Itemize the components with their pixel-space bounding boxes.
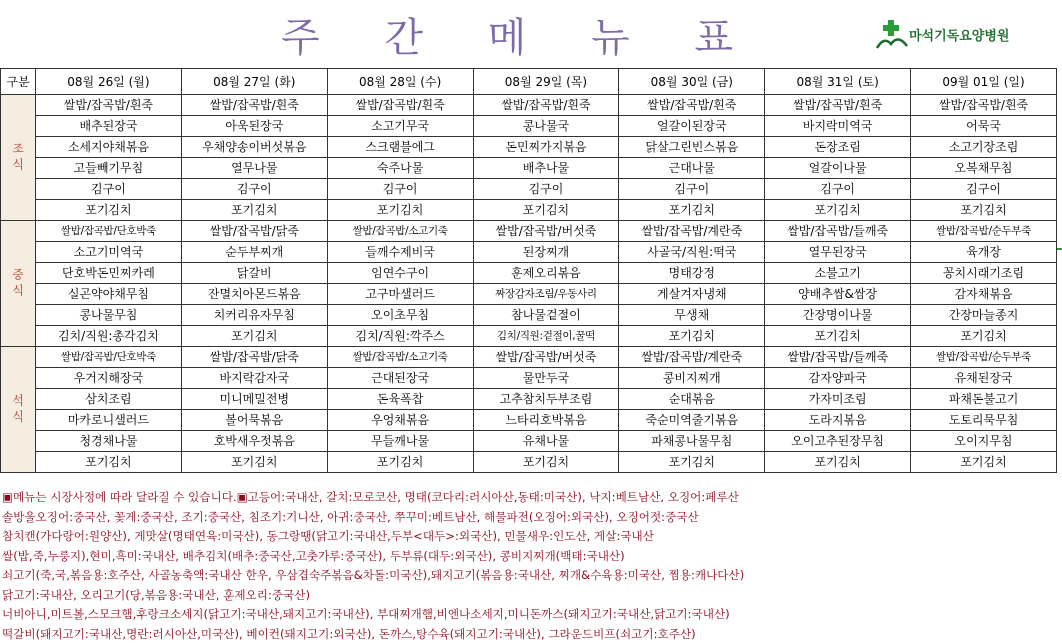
table-row: [1, 221, 1057, 242]
menu-cell: 포기김치: [619, 326, 765, 347]
menu-cell: 소고기미역국: [36, 242, 182, 263]
menu-cell: 우엉채볶음: [327, 410, 473, 431]
menu-cell: 실곤약야채무침: [36, 284, 182, 305]
menu-cell: 포기김치: [765, 326, 911, 347]
table-row: [1, 95, 1057, 116]
menu-cell: 쌀밥/잡곡밥/닭죽: [181, 347, 327, 368]
menu-cell: 죽순미역줄기볶음: [619, 410, 765, 431]
table-row: [1, 179, 1057, 200]
menu-cell: 김치/직원:깍주스: [327, 326, 473, 347]
menu-cell: 된장찌개: [473, 242, 619, 263]
menu-cell: 쌀밥/잡곡밥/들깨죽: [765, 221, 911, 242]
menu-cell: 바지락감자국: [181, 368, 327, 389]
menu-cell: 짜장감자조림/우동사리: [473, 284, 619, 305]
menu-cell: 사골국/직원:떡국: [619, 242, 765, 263]
menu-cell: 훈제오리볶음: [473, 263, 619, 284]
menu-cell: 파채돈불고기: [911, 389, 1057, 410]
menu-cell: 쌀밥/잡곡밥/소고기죽: [327, 221, 473, 242]
menu-cell: 게살겨자냉채: [619, 284, 765, 305]
menu-cell: 볼어묵볶음: [181, 410, 327, 431]
menu-cell: 김구이: [619, 179, 765, 200]
note-line: 쇠고기(죽,국,볶음용:호주산, 사골농축액:국내산 한우, 우삼겹숙주볶음&차돌:미국산),돼지고기(볶음용:국내산, 찌개&수육용:미국산, 찜용:캐나다산): [2, 566, 1060, 586]
day-header: 08월 28일 (수): [327, 69, 473, 95]
menu-cell: 고구마샐러드: [327, 284, 473, 305]
menu-cell: 김구이: [36, 179, 182, 200]
menu-cell: 임연수구이: [327, 263, 473, 284]
menu-cell: 마카로니샐러드: [36, 410, 182, 431]
menu-cell: 쌀밥/잡곡밥/순두부죽: [911, 347, 1057, 368]
table-row: [1, 452, 1057, 473]
table-body: [1, 95, 1057, 473]
menu-cell: 포기김치: [473, 200, 619, 221]
menu-cell: 돈장조림: [765, 137, 911, 158]
menu-cell: 쌀밥/잡곡밥/계란죽: [619, 347, 765, 368]
note-line: 떡갈비(돼지고기:국내산,명란:러시아산,미국산), 베이컨(돼지고기:외국산), 돈까스,탕수육(돼지고기:국내산), 그라운드비프(쇠고기:호주산): [2, 625, 1060, 644]
menu-cell: 포기김치: [911, 452, 1057, 473]
menu-cell: 얼갈이나물: [765, 158, 911, 179]
menu-cell: 쌀밥/잡곡밥/흰죽: [765, 95, 911, 116]
menu-cell: 참나물겉절이: [473, 305, 619, 326]
menu-cell: 파채콩나물무침: [619, 431, 765, 452]
menu-cell: 포기김치: [181, 452, 327, 473]
menu-cell: 쌀밥/잡곡밥/단호박죽: [36, 347, 182, 368]
menu-cell: 포기김치: [36, 452, 182, 473]
menu-cell: 잔멸치아몬드볶음: [181, 284, 327, 305]
menu-cell: 김구이: [765, 179, 911, 200]
day-header: 08월 27일 (화): [181, 69, 327, 95]
table-row: [1, 116, 1057, 137]
menu-cell: 치커리유자무침: [181, 305, 327, 326]
menu-cell: 콩나물무침: [36, 305, 182, 326]
menu-cell: 들깨수제비국: [327, 242, 473, 263]
menu-cell: 꽁치시래기조림: [911, 263, 1057, 284]
menu-cell: 배추나물: [473, 158, 619, 179]
table-row: [1, 410, 1057, 431]
menu-cell: 얼갈이된장국: [619, 116, 765, 137]
day-header: 08월 26일 (월): [36, 69, 182, 95]
note-line: 솔방울오징어:중국산, 꽃게:중국산, 조기:중국산, 침조기:기니산, 아귀:중국산, 쭈꾸미:베트남산, 해물파전(오징어:외국산), 오징어젓:중국산: [2, 508, 1060, 528]
menu-cell: 돈민찌가지볶음: [473, 137, 619, 158]
page-title: 주 간 메 뉴 표: [260, 6, 780, 63]
menu-cell: 김구이: [911, 179, 1057, 200]
table-row: [1, 158, 1057, 179]
table-row: [1, 200, 1057, 221]
menu-cell: 열무나물: [181, 158, 327, 179]
menu-cell: 오이고추된장무침: [765, 431, 911, 452]
menu-cell: 포기김치: [327, 452, 473, 473]
menu-cell: 쌀밥/잡곡밥/버섯죽: [473, 221, 619, 242]
menu-cell: 포기김치: [36, 200, 182, 221]
menu-cell: 순두부찌개: [181, 242, 327, 263]
day-header: 09월 01일 (일): [911, 69, 1057, 95]
menu-cell: 육개장: [911, 242, 1057, 263]
menu-cell: 오이지무침: [911, 431, 1057, 452]
menu-cell: 쌀밥/잡곡밥/들깨죽: [765, 347, 911, 368]
menu-cell: 유채된장국: [911, 368, 1057, 389]
menu-cell: 포기김치: [619, 452, 765, 473]
menu-cell: 근대나물: [619, 158, 765, 179]
menu-cell: 고추참치두부조림: [473, 389, 619, 410]
menu-cell: 김구이: [327, 179, 473, 200]
table-row: [1, 263, 1057, 284]
cell-selection-marker: [1057, 248, 1062, 250]
menu-cell: 우채양송이버섯볶음: [181, 137, 327, 158]
note-line: 너비아니,미트볼,스모크햄,후랑크소세지(닭고기:국내산,돼지고기:국내산), 부대찌개햄,비엔나소세지,미니돈까스(돼지고기:국내산,닭고기:국내산): [2, 605, 1060, 625]
menu-cell: 콩비지찌개: [619, 368, 765, 389]
hospital-logo: [876, 18, 1056, 52]
note-line: 쌀(밥,죽,누룽지),현미,흑미:국내산, 배추김치(배추:중국산,고춧가루:중국산), 두부류(대두:외국산), 콩비지찌개(백태:국내산): [2, 547, 1060, 567]
menu-cell: 물만두국: [473, 368, 619, 389]
menu-cell: 삼치조림: [36, 389, 182, 410]
menu-cell: 단호박돈민찌카레: [36, 263, 182, 284]
table-row: [1, 137, 1057, 158]
menu-cell: 근대된장국: [327, 368, 473, 389]
menu-cell: 무들깨나물: [327, 431, 473, 452]
menu-cell: 쌀밥/잡곡밥/소고기죽: [327, 347, 473, 368]
menu-cell: 고들빼기무침: [36, 158, 182, 179]
menu-cell: 미니메밀전병: [181, 389, 327, 410]
menu-cell: 김치/직원:총각김치: [36, 326, 182, 347]
menu-cell: 김치/직원:겉절이,꿀떡: [473, 326, 619, 347]
menu-cell: 쌀밥/잡곡밥/순두부죽: [911, 221, 1057, 242]
table-row: [1, 284, 1057, 305]
menu-cell: 숙주나물: [327, 158, 473, 179]
table-row: [1, 347, 1057, 368]
menu-cell: 쌀밥/잡곡밥/흰죽: [911, 95, 1057, 116]
menu-cell: 간장마늘종지: [911, 305, 1057, 326]
table-row: [1, 431, 1057, 452]
meal-label: 조식: [1, 95, 36, 221]
menu-cell: 호박새우젓볶음: [181, 431, 327, 452]
meal-label: 중식: [1, 221, 36, 347]
menu-cell: 돈육폭찹: [327, 389, 473, 410]
menu-cell: 명태강정: [619, 263, 765, 284]
menu-cell: 닭갈비: [181, 263, 327, 284]
menu-cell: 아욱된장국: [181, 116, 327, 137]
meal-label: 석식: [1, 347, 36, 473]
table-row: [1, 389, 1057, 410]
weekly-menu-table: [0, 68, 1057, 473]
menu-cell: 포기김치: [765, 452, 911, 473]
menu-cell: 소불고기: [765, 263, 911, 284]
menu-cell: 소고기무국: [327, 116, 473, 137]
menu-cell: 쌀밥/잡곡밥/흰죽: [619, 95, 765, 116]
menu-cell: 우거지해장국: [36, 368, 182, 389]
menu-cell: 소고기장조림: [911, 137, 1057, 158]
menu-cell: 스크램블에그: [327, 137, 473, 158]
menu-cell: 김구이: [473, 179, 619, 200]
menu-cell: 가자미조림: [765, 389, 911, 410]
menu-cell: 포기김치: [911, 200, 1057, 221]
menu-cell: 쌀밥/잡곡밥/흰죽: [181, 95, 327, 116]
menu-cell: 포기김치: [765, 200, 911, 221]
menu-cell: 유채나물: [473, 431, 619, 452]
day-header: 08월 29일 (목): [473, 69, 619, 95]
corner-label: 구분: [1, 69, 36, 95]
menu-cell: 열무된장국: [765, 242, 911, 263]
note-line: 참치캔(가다랑어:원양산), 게맛살(명태연육:미국산), 동그랑땡(닭고기:국내산,두부<대두>:외국산), 민물새우:인도산, 게살:국내산: [2, 527, 1060, 547]
menu-cell: 포기김치: [327, 200, 473, 221]
menu-cell: 양배추쌈&쌈장: [765, 284, 911, 305]
menu-cell: 포기김치: [619, 200, 765, 221]
menu-cell: 쌀밥/잡곡밥/닭죽: [181, 221, 327, 242]
menu-cell: 포기김치: [911, 326, 1057, 347]
menu-cell: 바지락미역국: [765, 116, 911, 137]
day-header: 08월 30일 (금): [619, 69, 765, 95]
note-line: 닭고기:국내산, 오리고기(당,볶음용:국내산, 훈제오리:중국산): [2, 586, 1060, 606]
menu-cell: 오복채무침: [911, 158, 1057, 179]
table-row: [1, 305, 1057, 326]
day-header: 08월 31일 (토): [765, 69, 911, 95]
menu-cell: 배추된장국: [36, 116, 182, 137]
menu-cell: 포기김치: [181, 200, 327, 221]
note-line: ▣메뉴는 시장사정에 따라 달라질 수 있습니다.▣고등어:국내산, 갈치:모로코산, 명태(코다리:러시아산,동태:미국산), 낙지:베트남산, 오징어:페루산: [2, 488, 1060, 508]
menu-cell: 쌀밥/잡곡밥/흰죽: [473, 95, 619, 116]
menu-cell: 오이초무침: [327, 305, 473, 326]
menu-cell: 콩나물국: [473, 116, 619, 137]
table-row: [1, 368, 1057, 389]
menu-cell: 도토리묵무침: [911, 410, 1057, 431]
menu-cell: 순대볶음: [619, 389, 765, 410]
menu-cell: 닭살그린빈스볶음: [619, 137, 765, 158]
menu-cell: 감자채볶음: [911, 284, 1057, 305]
menu-cell: 김구이: [181, 179, 327, 200]
menu-cell: 쌀밥/잡곡밥/흰죽: [36, 95, 182, 116]
menu-cell: 포기김치: [473, 452, 619, 473]
menu-cell: 간장명이나물: [765, 305, 911, 326]
menu-cell: 무생채: [619, 305, 765, 326]
table-header-row: [1, 69, 1057, 95]
menu-cell: 쌀밥/잡곡밥/버섯죽: [473, 347, 619, 368]
menu-cell: 소세지야채볶음: [36, 137, 182, 158]
table-row: [1, 242, 1057, 263]
origin-notes: [2, 488, 1060, 644]
menu-cell: 포기김치: [181, 326, 327, 347]
page-header: [0, 0, 1062, 68]
cross-hills-logo-icon: [876, 18, 908, 50]
menu-cell: 감자양파국: [765, 368, 911, 389]
menu-cell: 쌀밥/잡곡밥/흰죽: [327, 95, 473, 116]
menu-cell: 청경채나물: [36, 431, 182, 452]
menu-cell: 느타리호박볶음: [473, 410, 619, 431]
menu-cell: 도라지볶음: [765, 410, 911, 431]
table-row: [1, 326, 1057, 347]
menu-cell: 쌀밥/잡곡밥/단호박죽: [36, 221, 182, 242]
menu-cell: 쌀밥/잡곡밥/계란죽: [619, 221, 765, 242]
menu-cell: 어묵국: [911, 116, 1057, 137]
hospital-name: 마석기독요양병원: [909, 25, 1009, 44]
